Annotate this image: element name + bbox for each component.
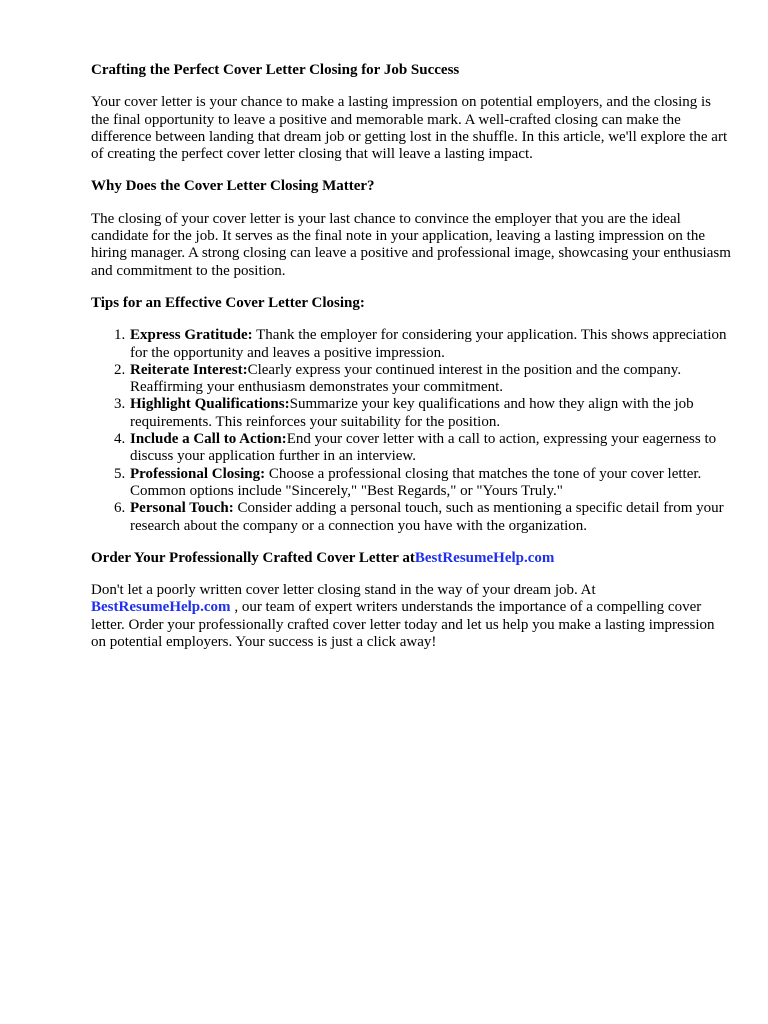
order-heading-text: Order Your Professionally Crafted Cover Letter at	[91, 549, 415, 566]
tip-term: Professional Closing:	[130, 465, 266, 482]
list-item	[129, 466, 731, 501]
tip-text: Thank the employer for considering your application. This shows appreciation for the opportunity and leaves a positive impression.	[130, 327, 727, 361]
list-item	[129, 396, 731, 431]
tip-term: Personal Touch:	[130, 500, 234, 517]
section-heading-order	[91, 550, 731, 567]
tip-term: Include a Call to Action:	[130, 431, 287, 448]
tip-text: Choose a professional closing that matches the tone of your cover letter. Common options include "Sincerely," "Best Regards," or "Yours Truly."	[130, 465, 702, 499]
tip-text: End your cover letter with a call to action, expressing your eagerness to discuss your application further in an interview.	[130, 431, 717, 465]
tip-text: Summarize your key qualifications and how they align with the job requirements. This reinforces your suitability for the position.	[130, 396, 694, 430]
order-body-link[interactable]: BestResumeHelp.com	[91, 599, 231, 616]
list-item	[129, 431, 731, 466]
why-paragraph: The closing of your cover letter is your last chance to convince the employer that you are the ideal candidate for the job. It serves as the final note in your application, leaving a lasting impression on the hiring manager. A strong closing can leave a positive and professional image, showcasing your enthusiasm and commitment to the position.	[91, 210, 731, 279]
section-heading-why: Why Does the Cover Letter Closing Matter?	[91, 178, 375, 195]
order-text-after: , our team of expert writers understands the importance of a compelling cover letter. Order your professionally crafted cover letter today and let us help you make a lasting impression on potential employers. Your success is just a click away!	[91, 599, 715, 651]
document-title: Crafting the Perfect Cover Letter Closing for Job Success	[91, 62, 460, 78]
tip-term: Express Gratitude:	[130, 327, 253, 344]
tip-term: Reiterate Interest:	[130, 361, 248, 378]
order-text-before: Don't let a poorly written cover letter closing stand in the way of your dream job. At	[91, 582, 596, 599]
list-item	[129, 362, 731, 397]
order-heading-link[interactable]: BestResumeHelp.com	[414, 549, 555, 566]
list-item	[129, 327, 731, 362]
tip-term: Highlight Qualifications:	[130, 396, 290, 413]
list-item	[129, 500, 731, 535]
order-paragraph	[91, 582, 731, 651]
tips-list	[91, 327, 731, 535]
section-heading-tips: Tips for an Effective Cover Letter Closing:	[91, 294, 365, 311]
tip-text: Clearly express your continued interest in the position and the company. Reaffirming your enthusiasm demonstrates your commitment.	[130, 361, 682, 396]
tip-text: Consider adding a personal touch, such as mentioning a specific detail from your research about the company or a connection you have with the organization.	[130, 500, 724, 534]
document-page	[91, 62, 731, 666]
intro-paragraph: Your cover letter is your chance to make a lasting impression on potential employers, and the closing is the final opportunity to leave a positive and memorable mark. A well-crafted closing can make the difference between landing that dream job or getting lost in the shuffle. In this article, we'll explore the art of creating the perfect cover letter closing that will leave a lasting impact.	[91, 94, 728, 163]
